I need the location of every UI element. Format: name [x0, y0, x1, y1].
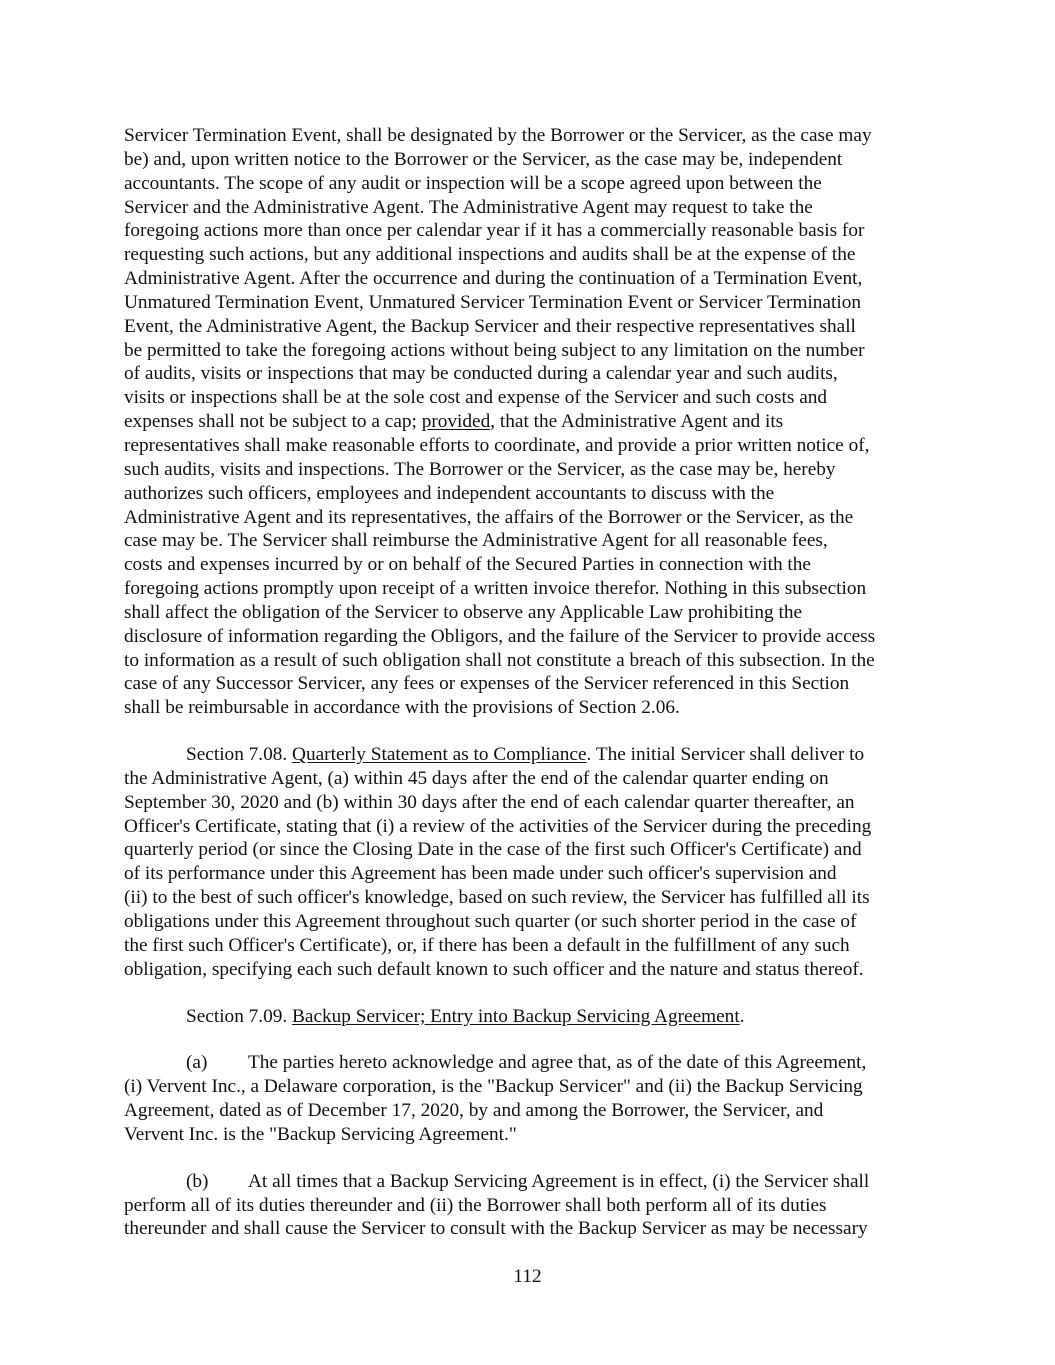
text-line: to information as a result of such obligation shall not constitute a breach of this subsection. In the — [124, 649, 875, 671]
paragraph-audit-inspection — [124, 124, 930, 720]
text-line: Officer's Certificate, stating that (i) a review of the activities of the Servicer during the preceding — [124, 815, 872, 837]
section-7-08 — [124, 743, 930, 981]
page-number: 112 — [513, 1266, 542, 1287]
text-line: of audits, visits or inspections that may be conducted during a calendar year and such audits, — [124, 363, 838, 385]
text-line: visits or inspections shall be at the sole cost and expense of the Servicer and such costs and — [124, 387, 828, 409]
text-line: foregoing actions promptly upon receipt of a written invoice therefor. Nothing in this subsection — [124, 578, 867, 600]
text-line: obligations under this Agreement throughout such quarter (or such shorter period in the case of — [124, 911, 857, 932]
text-fragment: , that the Administrative Agent and its — [490, 411, 784, 433]
subsection-b — [124, 1170, 930, 1242]
subsection-label: (b) — [186, 1170, 209, 1192]
text-line: perform all of its duties thereunder and (ii) the Borrower shall both perform all of its duties — [124, 1194, 827, 1216]
paragraph-spacer — [124, 720, 930, 743]
subsection-label: (a) — [186, 1052, 208, 1074]
paragraph-spacer — [124, 982, 930, 1005]
text-line: case may be. The Servicer shall reimburse the Administrative Agent for all reasonable fees, — [124, 530, 828, 552]
text-line: shall be reimbursable in accordance with the provisions of Section 2.06. — [124, 697, 680, 719]
text-line: Agreement, dated as of December 17, 2020, by and among the Borrower, the Servicer, and — [124, 1100, 824, 1122]
text-line: be permitted to take the foregoing actions without being subject to any limitation on the number — [124, 339, 865, 361]
paragraph-spacer — [124, 1147, 930, 1170]
text-line: Servicer Termination Event, shall be designated by the Borrower or the Servicer, as the case may — [124, 125, 872, 146]
subsection-a — [124, 1051, 930, 1146]
section-heading: Quarterly Statement as to Compliance — [292, 744, 587, 766]
text-line: the Administrative Agent, (a) within 45 days after the end of the calendar quarter ending on — [124, 767, 829, 789]
text-line: September 30, 2020 and (b) within 30 days after the end of each calendar quarter thereafter, an — [124, 791, 855, 813]
text-line: (i) Vervent Inc., a Delaware corporation, is the "Backup Servicer" and (ii) the Backup Servicing — [124, 1076, 863, 1098]
section-heading: Backup Servicer; Entry into Backup Servicing Agreement — [292, 1005, 740, 1027]
text-line: be) and, upon written notice to the Borrower or the Servicer, as the case may be, independent — [124, 148, 843, 170]
section-7-09-heading-line — [124, 1005, 930, 1029]
text-line: of its performance under this Agreement has been made under such officer's supervision and — [124, 863, 837, 885]
text-line: representatives shall make reasonable efforts to coordinate, and provide a prior written notice of, — [124, 434, 870, 456]
text-line: costs and expenses incurred by or on behalf of the Secured Parties in connection with the — [124, 554, 811, 576]
text-line: accountants. The scope of any audit or inspection will be a scope agreed upon between the — [124, 172, 822, 194]
text-line: case of any Successor Servicer, any fees or expenses of the Servicer referenced in this Section — [124, 673, 850, 695]
text-line: such audits, visits and inspections. The Borrower or the Servicer, as the case may be, hereby — [124, 458, 836, 480]
text-line: foregoing actions more than once per calendar year if it has a commercially reasonable basis for — [124, 220, 865, 242]
text-line: thereunder and shall cause the Servicer to consult with the Backup Servicer as may be necessary — [124, 1218, 868, 1240]
text-line-provided — [124, 410, 930, 434]
text-line: shall affect the obligation of the Servicer to observe any Applicable Law prohibiting the — [124, 601, 803, 623]
text-line: quarterly period (or since the Closing Date in the case of the first such Officer's Certificate) and — [124, 839, 862, 861]
text-line: Administrative Agent. After the occurrence and during the continuation of a Termination Event, — [124, 268, 863, 290]
text-line: obligation, specifying each such default known to such officer and the nature and status thereof. — [124, 958, 864, 980]
text-fragment: . The initial Servicer shall deliver to — [586, 744, 865, 766]
text-line: Administrative Agent and its representatives, the affairs of the Borrower or the Servicer, as the — [124, 506, 854, 528]
text-line: the first such Officer's Certificate), or, if there has been a default in the fulfillment of any such — [124, 934, 850, 956]
subsection-b-first-line — [124, 1170, 930, 1194]
paragraph-spacer — [124, 1028, 930, 1051]
section-number: Section 7.09. — [186, 1005, 293, 1027]
section-7-08-first-line — [124, 743, 930, 767]
text-line: Unmatured Termination Event, Unmatured Servicer Termination Event or Servicer Termination — [124, 291, 861, 313]
text-fragment: expenses shall not be subject to a cap; — [124, 411, 422, 433]
document-page — [124, 124, 930, 1241]
subsection-a-first-line — [124, 1051, 930, 1075]
text-line: authorizes such officers, employees and independent accountants to discuss with the — [124, 482, 775, 504]
section-7-09 — [124, 1005, 930, 1029]
provided-term: provided — [421, 411, 491, 433]
text-fragment: The parties hereto acknowledge and agree that, as of the date of this Agreement, — [248, 1052, 867, 1074]
text-line: Event, the Administrative Agent, the Backup Servicer and their respective representatives shall — [124, 315, 856, 337]
text-line: disclosure of information regarding the Obligors, and the failure of the Servicer to provide access — [124, 625, 876, 647]
text-fragment: At all times that a Backup Servicing Agreement is in effect, (i) the Servicer shall — [248, 1170, 870, 1192]
text-line: requesting such actions, but any additional inspections and audits shall be at the expense of the — [124, 244, 856, 266]
text-line: Vervent Inc. is the "Backup Servicing Agreement." — [124, 1123, 517, 1145]
text-line: (ii) to the best of such officer's knowledge, based on such review, the Servicer has fulfilled all its — [124, 887, 870, 909]
section-number: Section 7.08. — [186, 744, 293, 766]
text-fragment: . — [739, 1005, 745, 1027]
text-line: Servicer and the Administrative Agent. The Administrative Agent may request to take the — [124, 196, 813, 218]
